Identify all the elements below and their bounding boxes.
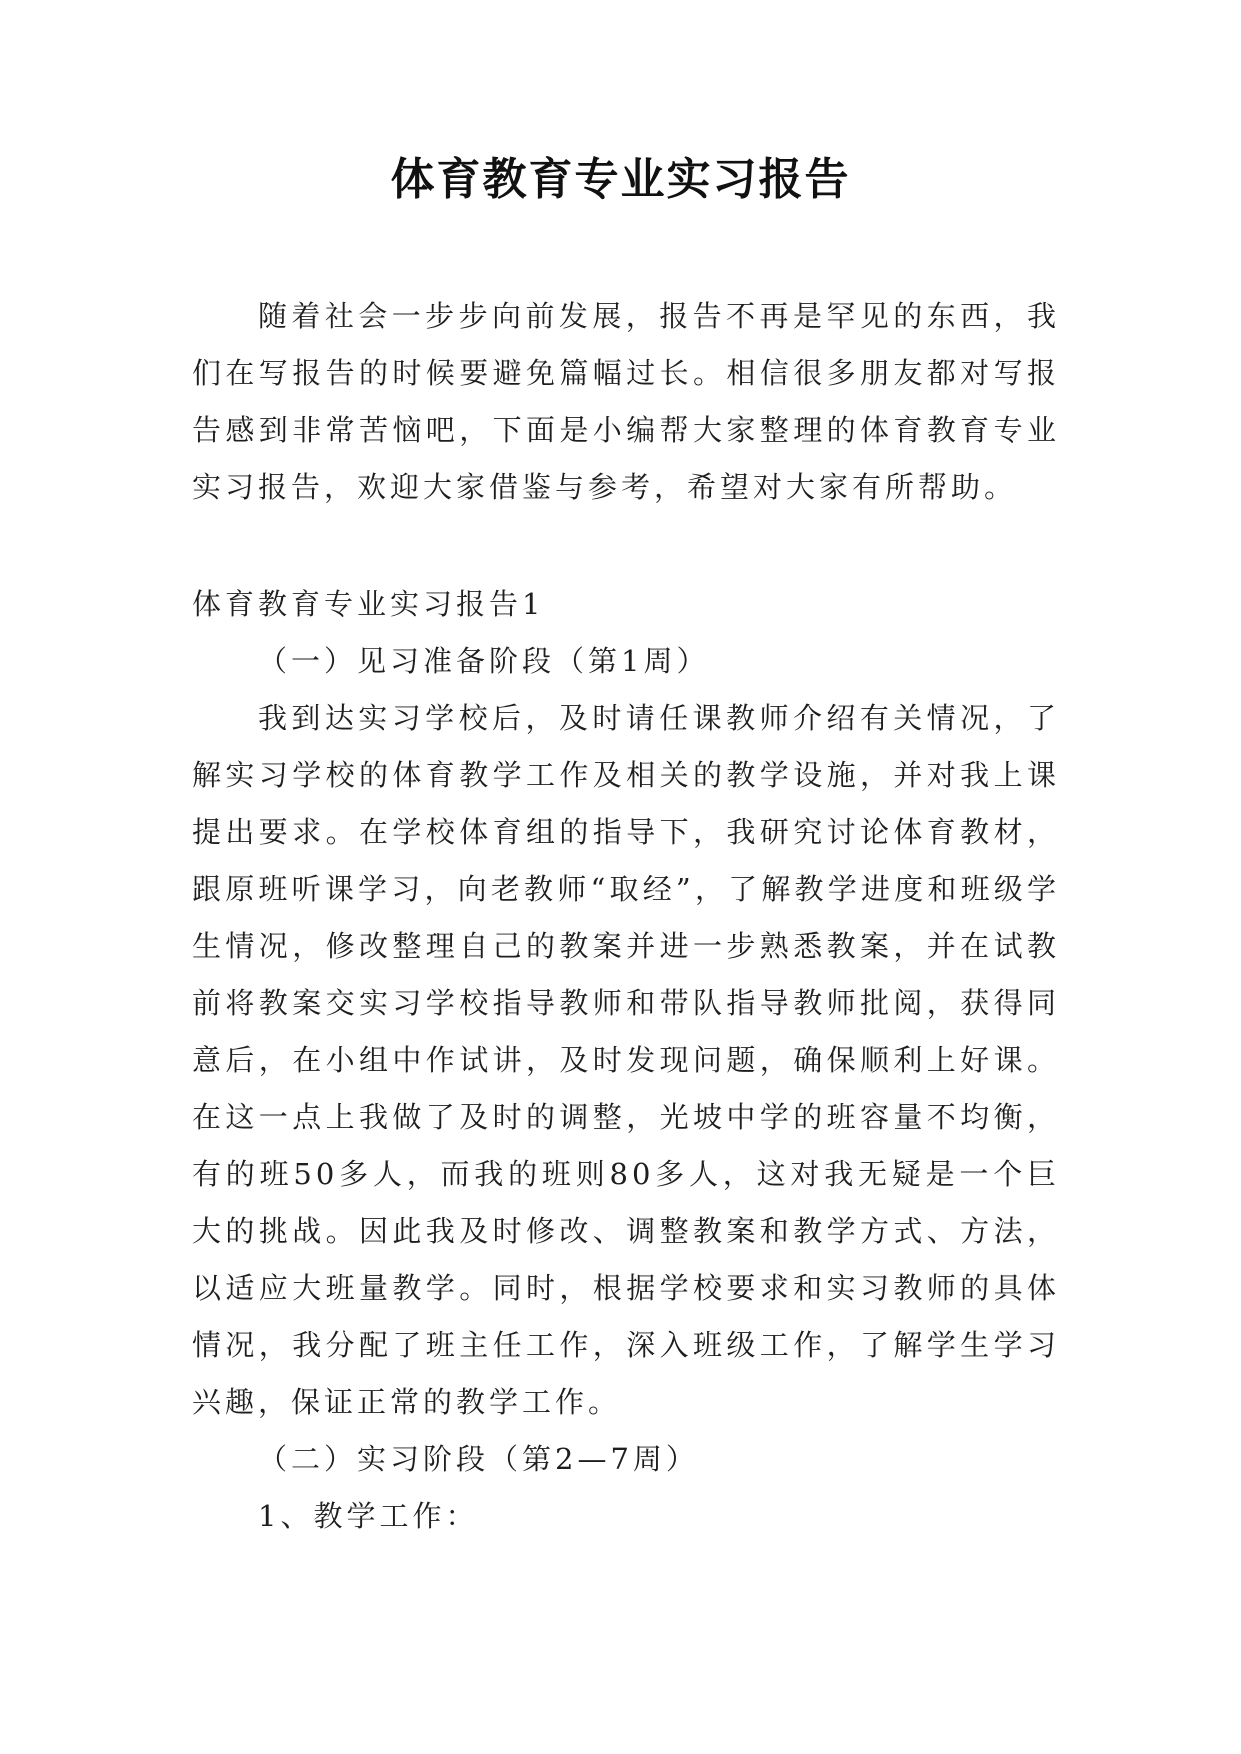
document-title: 体育教育专业实习报告 [390, 154, 851, 205]
stage2-heading: （二）实习阶段（第2—7周） [258, 1442, 699, 1476]
item1-heading: 1、教学工作： [258, 1499, 479, 1533]
report-content [192, 576, 1060, 1545]
intro-paragraph: 随着社会一步步向前发展，报告不再是罕见的东西，我们在写报告的时候要避免篇幅过长。相信很多朋友都对写报告感到非常苦恼吧，下面是小编帮大家整理的体育教育专业实习报告，欢迎大家借鉴与参考，希望对大家有所帮助。 [192, 299, 1060, 504]
stage1-paragraph: 我到达实习学校后，及时请任课教师介绍有关情况，了解实习学校的体育教学工作及相关的教学设施，并对我上课提出要求。在学校体育组的指导下，我研究讨论体育教材，跟原班听课学习，向老教师“取经”，了解教学进度和班级学生情况，修改整理自己的教案并进一步熟悉教案，并在试教前将教案交实习学校指导教师和带队指导教师批阅，获得同意后，在小组中作试讲，及时发现问题，确保顺利上好课。在这一点上我做了及时的调整，光坡中学的班容量不均衡，有的班50多人，而我的班则80多人，这对我无疑是一个巨大的挑战。因此我及时修改、调整教案和教学方式、方法，以适应大班量教学。同时，根据学校要求和实习教师的具体情况，我分配了班主任工作，深入班级工作，了解学生学习兴趣，保证正常的教学工作。 [192, 701, 1060, 1419]
stage1-heading: （一）见习准备阶段（第1周） [258, 644, 710, 678]
intro-block [192, 288, 1060, 516]
section-title: 体育教育专业实习报告1 [192, 587, 545, 621]
